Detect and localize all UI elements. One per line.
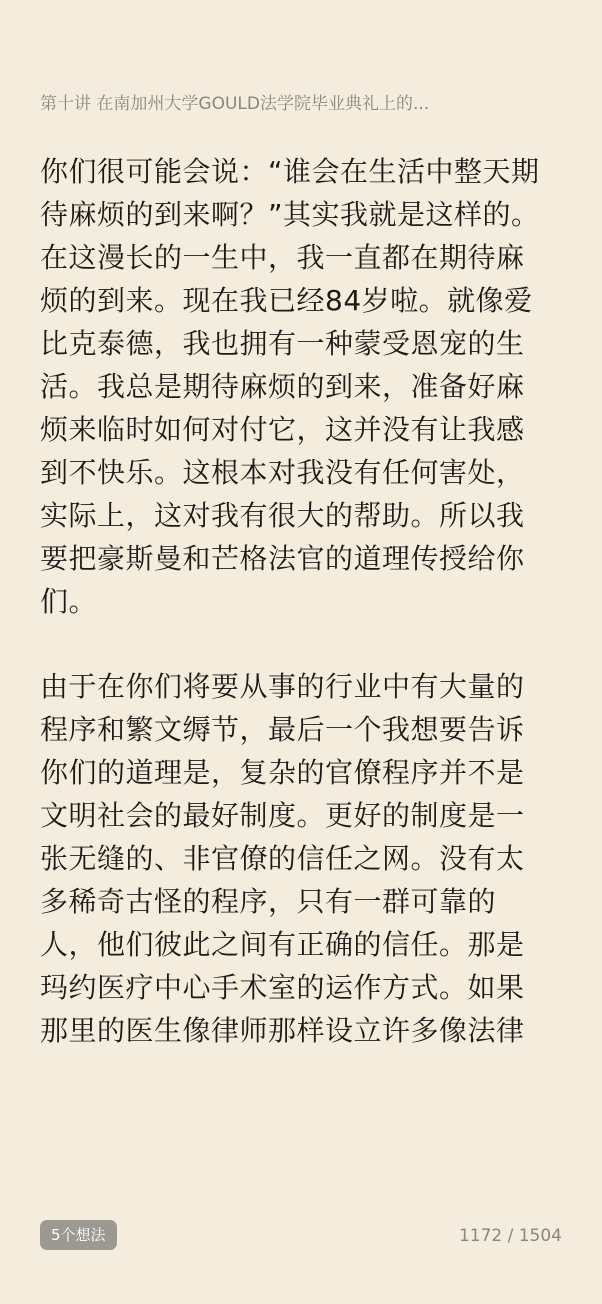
text-line: 人，他们彼此之间有正确的信任。那是 <box>40 928 525 961</box>
text-line: 文明社会的最好制度。更好的制度是一 <box>40 799 525 832</box>
text-line: 张无缝的、非官僚的信任之网。没有太 <box>40 842 525 875</box>
text-line: 多稀奇古怪的程序，只有一群可靠的 <box>40 885 497 918</box>
text-line: 程序和繁文缛节，最后一个我想要告诉 <box>40 713 525 746</box>
highlighted-line[interactable]: 待麻烦的到来啊？”其实我就是这样的。 <box>40 198 540 231</box>
text-line: 玛约医疗中心手术室的运作方式。如果 <box>40 971 525 1004</box>
highlighted-line[interactable]: 活。我总是期待麻烦的到来，准备好麻 <box>40 370 525 403</box>
page-indicator: 1172 / 1504 <box>458 1226 562 1246</box>
text-line: 你们的道理是，复杂的官僚程序并不是 <box>40 756 525 789</box>
highlighted-line[interactable]: 在这漫长的一生中，我一直都在期待麻 <box>40 241 525 274</box>
highlighted-line[interactable]: 你们很可能会说：“谁会在生活中整天期 <box>40 155 540 188</box>
highlighted-line[interactable]: 烦的到来。现在我已经84岁啦。就像爱 <box>40 284 533 317</box>
paragraph[interactable] <box>40 150 562 623</box>
highlighted-line[interactable]: 比克泰德，我也拥有一种蒙受恩宠的生 <box>40 327 525 360</box>
reader-content[interactable] <box>40 150 562 1052</box>
thoughts-button[interactable]: 5个想法 <box>40 1220 117 1250</box>
chapter-title: 第十讲 在南加州大学GOULD法学院毕业典礼上的... <box>40 94 430 114</box>
highlighted-line[interactable]: 烦来临时如何对付它，这并没有让我感 <box>40 413 525 446</box>
reader-footer <box>0 1220 602 1252</box>
highlighted-line[interactable]: 实际上，这对我有很大的帮助。所以我 <box>40 499 525 532</box>
paragraph[interactable] <box>40 665 562 1052</box>
text-line: 那里的医生像律师那样设立许多像法律 <box>40 1014 525 1047</box>
text-line: 们。 <box>40 585 98 618</box>
text-line: 由于在你们将要从事的行业中有大量的 <box>40 670 525 703</box>
text-line: 要把豪斯曼和芒格法官的道理传授给你 <box>40 542 525 575</box>
highlighted-line[interactable]: 到不快乐。这根本对我没有任何害处， <box>40 456 525 489</box>
